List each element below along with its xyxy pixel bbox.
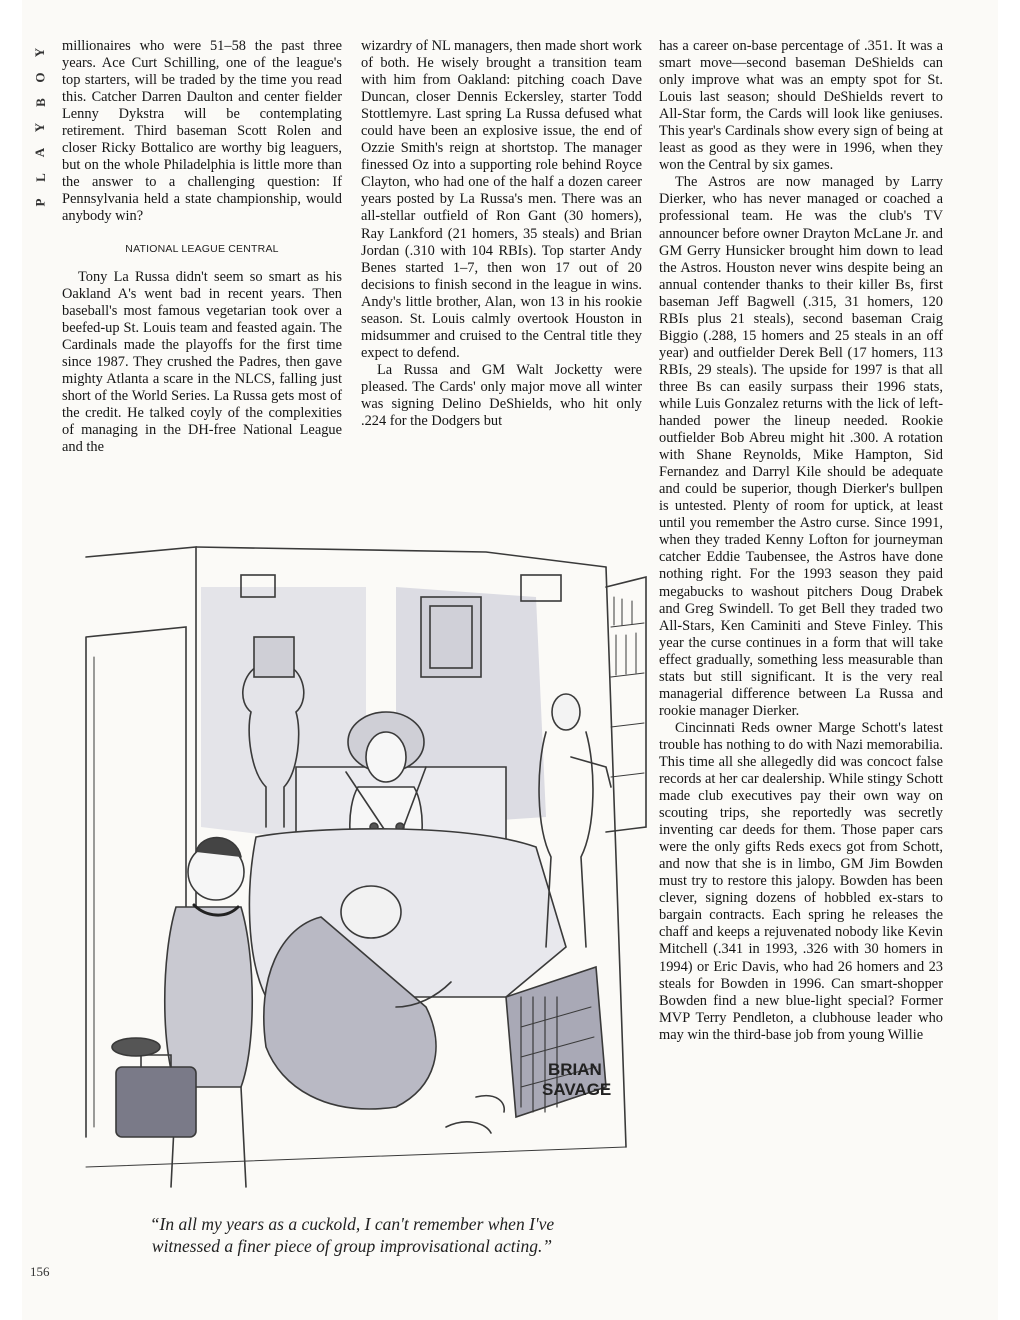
paragraph: wizardry of NL managers, then made short work of both. He wisely brought a transition team with him from Oakland: pitching coach Dave Duncan, closer Dennis Eckersley, starter Todd Stottlemyre. Last spring La Russa defused what could have been an explosive issue, the end of Ozzie Smith's reign at shortstop. The manager finessed Oz into a supporting role behind Royce Clayton, who had one of the half a dozen career years posted by La Russa's men. There was an all-stellar outfield of Ron Gant (30 homers), Ray Lankford (21 homers, 35 steals) and Brian Jordan (.310 with 104 RBIs). Top starter Andy Benes started 1–7, then won 17 out of 20 decisions to finish second in the league in wins. Andy's little brother, Alan, won 13 in his rookie season. St. Louis calmly overtook Houston in midsummer and cruised to the Central title they expect to defend.: [361, 38, 642, 361]
cartoon-caption: “In all my years as a cuckold, I can't remember when I've witnessed a finer piece of group improvisational acting.”: [149, 1214, 555, 1256]
artist-signature: SAVAGE: [542, 1080, 612, 1099]
text-column-1: [62, 38, 342, 456]
brand-letter: Y: [32, 122, 48, 133]
paragraph: The Astros are now managed by Larry Dierker, who has never managed or coached a professional team. He was the club's TV announcer before owner Drayton McLane Jr. and GM Gerry Hunsicker brought him down to lead the Astros. Houston never wins despite being an annual contender thanks to their killer Bs, first baseman Jeff Bagwell (.315, 31 homers, 120 RBIs plus 21 steals), second baseman Craig Biggio (.288, 15 homers and 25 steals in an off year) and outfielder Derek Bell (17 homers, 113 RBIs, 29 steals). The upside for 1997 is that all three Bs can easily surpass their 1996 stats, while Luis Gonzalez returns with the lick of left-handed power the lineup needed. Rookie outfielder Bob Abreu might hit .300. A rotation with Shane Reynolds, Mike Hampton, Sid Fernandez and Darryl Kile should be adequate and could be superior, though Dierker's bullpen is untested. Plenty of room for uptick, at least until you remember the Astro curse. Since 1991, when they traded Kenny Lofton for journeyman catcher Eddie Taubensee, the Astros have done nothing right. For the 1993 season they paid megabucks to washout pitchers Doug Drabek and Greg Swindell. To get Bell they traded two All-Stars, Ken Caminiti and Steve Finley. This year the curse continues in a form that will take effect gradually, something less measurable than stats but still significant. It is the very real managerial difference between La Russa and rookie manager Dierker.: [659, 174, 943, 719]
paragraph: La Russa and GM Walt Jocketty were pleased. The Cards' only major move all winter was signing Delino DeShields, who hit only .224 for the Dodgers but: [361, 361, 642, 430]
paragraph: Tony La Russa didn't seem so smart as his Oakland A's went bad in recent years. Then baseball's most famous vegetarian took over a beefed-up St. Louis team and feasted again. The Cardinals made the playoffs for the first time since 1987. They crushed the Padres, then gave mighty Atlanta a scare in the NLCS, falling just short of the World Series. La Russa gets most of the credit. He talked coyly of the complexities of managing in the DH-free National League and the: [62, 268, 342, 456]
brand-letter: P: [32, 198, 48, 207]
brand-letter: B: [32, 98, 48, 107]
paragraph: Cincinnati Reds owner Marge Schott's latest trouble has nothing to do with Nazi memorabilia. This time all she allegedly did was concoct false records at her car dealership. While stingy Schott made club executives pay their own way on scouting trips, she reportedly was secretly inventing car deeds for them. Those paper cars were the only gifts Reds execs got from Schott, and now that she is in limbo, GM Jim Bowden must try to restore this jalopy. Bowden has been clever, signing dozens of hobbled ex-stars to bargain contracts. Each spring he releases the chaff and keeps a rejuvenated nobody like Kevin Mitchell (.341 in 1993, .326 with 30 homers in 1994) or Eric Davis, who had 26 homers and 23 steals for Bowden in 1996. Can smart-shopper Bowden find a new blue-light special? Former MVP Terry Pendleton, a clubhouse leader who may win the third-base job from young Willie: [659, 719, 943, 1043]
brand-letter: A: [32, 147, 48, 158]
brand-sidebar: [28, 40, 52, 215]
brand-letter: L: [32, 173, 48, 182]
text-column-2: [361, 38, 642, 430]
section-heading: NATIONAL LEAGUE CENTRAL: [125, 242, 279, 255]
magazine-page: [22, 0, 998, 1320]
brand-letter: O: [32, 72, 48, 83]
brand-letter: Y: [32, 47, 48, 58]
artist-signature: BRIAN: [548, 1060, 602, 1079]
cartoon-illustration: [66, 527, 650, 1207]
paragraph: has a career on-base percentage of .351. It was a smart move—second baseman DeShields can only improve what was an empty spot for St. Louis last season; should DeShields revert to All-Star form, the Cards will look like geniuses. This year's Cardinals show every sign of being at least as good as they were in 1996, when they won the Central by six games.: [659, 38, 943, 174]
text-column-3: [659, 38, 943, 1044]
paragraph: millionaires who were 51–58 the past three years. Ace Curt Schilling, one of the league's top starters, will be traded by the time you read this. Catcher Darren Daulton and center fielder Lenny Dykstra will be contemplating retirement. Third baseman Scott Rolen and closer Ricky Bottalico are worthy big leaguers, but on the whole Philadelphia is little more than the answer to a challenging question: If Pennsylvania held a state championship, would anybody win?: [62, 38, 342, 225]
page-number: 156: [30, 1264, 50, 1279]
